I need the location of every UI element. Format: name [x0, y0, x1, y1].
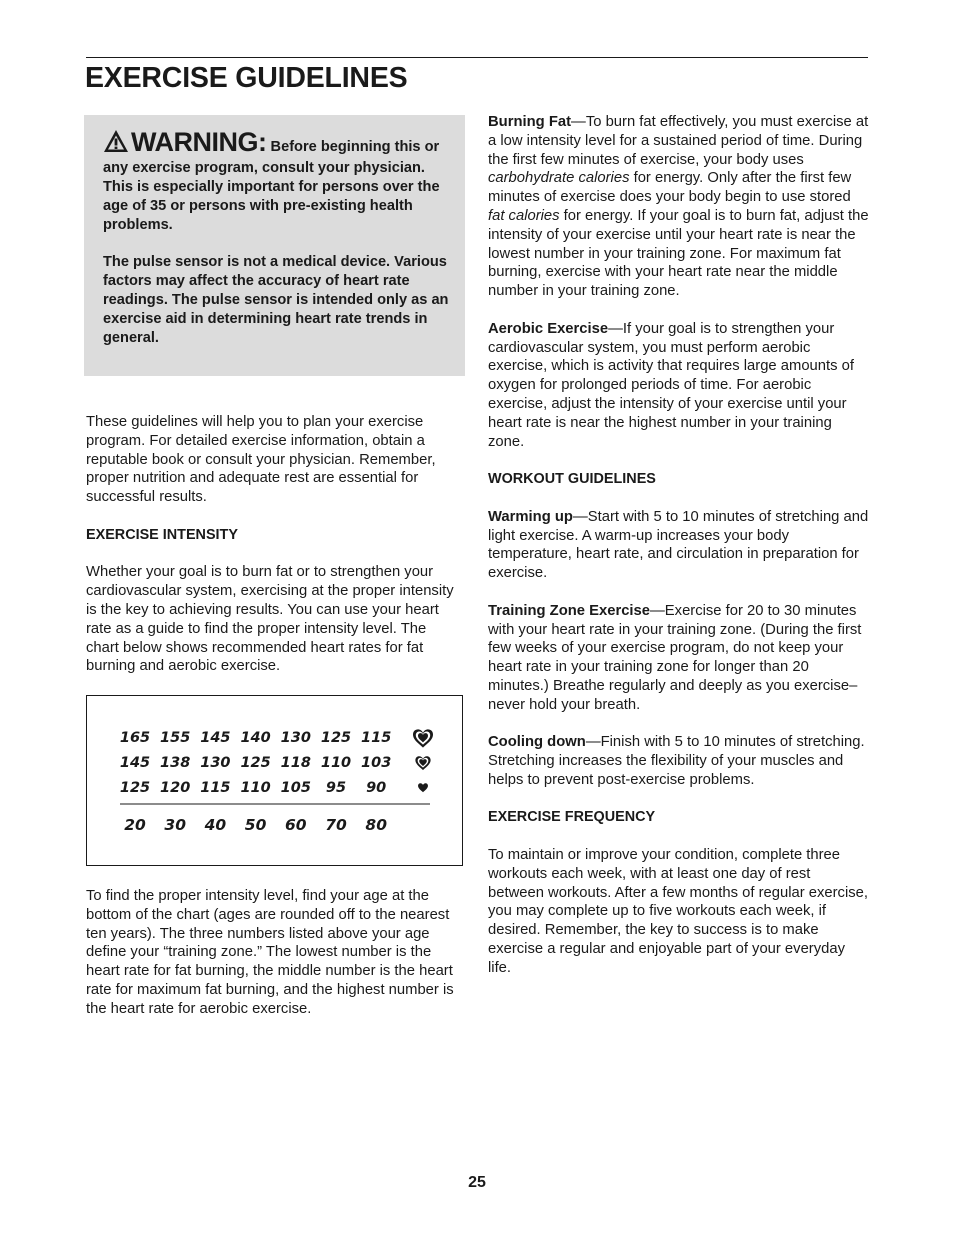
heart-rate-value: 115	[361, 730, 392, 746]
heart-rate-value: 130	[280, 730, 311, 746]
exercise-frequency-paragraph: To maintain or improve your condition, complete three workouts each week, with at least one day of rest between workouts. After a few months of regular exercise, you may complete up to five workouts each week, if desired. Remember, the key to success is to make exercise a regular and enjoyable part of your everyday life.	[488, 847, 868, 976]
heart-large-icon	[413, 729, 433, 747]
heart-rate-value: 110	[320, 755, 352, 771]
heart-rate-value: 130	[200, 755, 231, 771]
top-rule	[86, 57, 868, 58]
heart-rate-value: 103	[361, 755, 392, 771]
carbohydrate-calories-term: carbohydrate calories	[488, 170, 630, 187]
training-zone-lead: Training Zone Exercise	[488, 602, 650, 619]
burning-fat-text-1: —To burn fat effectively, you must exercise at a low intensity level for a sustained period of time. During the first few minutes of exercise, your body uses	[488, 114, 869, 168]
exercise-frequency-heading: EXERCISE FREQUENCY	[488, 809, 656, 826]
warming-up-lead: Warming up	[488, 508, 573, 525]
heart-rate-value: 125	[320, 730, 352, 746]
left-column	[86, 413, 461, 695]
cooling-down-text: —Finish with 5 to 10 minutes of stretching. Stretching increases the flexibility of your muscles and helps to prevent post-exercise problems.	[488, 734, 865, 788]
heart-rate-value: 140	[240, 730, 271, 746]
aerobic-exercise-text: —If your goal is to strengthen your cardiovascular system, you must perform aerobic exercise, which is activity that requires large amounts of oxygen for prolonged periods of time. For aerobic exercise, adjust the intensity of your exercise until your heart rate is near the highest number in your training zone.	[488, 320, 854, 450]
age-label: 40	[204, 816, 227, 834]
burning-fat-lead: Burning Fat	[488, 114, 572, 130]
cooling-down-paragraph	[488, 733, 870, 789]
heart-rate-value: 165	[119, 730, 151, 746]
age-label: 50	[244, 816, 267, 834]
warning-paragraph	[103, 129, 455, 235]
exercise-intensity-paragraph: Whether your goal is to burn fat or to strengthen your cardiovascular system, exercising at the proper intensity is the key to achieving results. You can use your heart rate as a guide to find the proper intensity level. The chart below shows recommended heart rates for fat burning and aerobic exercise.	[86, 564, 454, 675]
training-zone-paragraph	[488, 602, 870, 715]
heart-rate-value: 90	[366, 780, 387, 796]
intro-paragraph: These guidelines will help you to plan your exercise program. For detailed exercise information, obtain a reputable book or consult your physician. Remember, proper nutrition and adequate rest are essential for successful results.	[86, 414, 436, 506]
age-label: 30	[164, 816, 186, 834]
cooling-down-lead: Cooling down	[488, 734, 586, 751]
heart-rate-chart-svg	[87, 696, 462, 865]
age-label: 80	[365, 816, 387, 834]
burning-fat-text-2: for energy. Only after the first few minutes of exercise does your body begin to use stored	[488, 170, 852, 206]
heart-rate-value: 120	[160, 780, 191, 796]
heart-rate-value: 155	[160, 730, 191, 746]
heart-rate-value: 125	[240, 755, 271, 771]
warning-triangle-icon	[103, 129, 129, 159]
right-column	[488, 113, 870, 996]
age-label: 20	[124, 816, 146, 834]
age-label: 60	[285, 816, 307, 834]
heart-rate-value: 118	[280, 755, 311, 771]
heart-rate-value: 105	[280, 780, 311, 796]
aerobic-exercise-paragraph	[488, 320, 870, 452]
age-label: 70	[325, 816, 347, 834]
warming-up-text: —Start with 5 to 10 minutes of stretching and light exercise. A warm-up increases your body temperature, heart rate, and circulation in preparation for exercise.	[488, 508, 869, 582]
warning-text: Before beginning this or any exercise program, consult your physician. This is especially important for persons over the age of 35 or persons with pre-existing health problems.	[103, 139, 440, 233]
warming-up-paragraph	[488, 508, 870, 583]
workout-guidelines-heading: WORKOUT GUIDELINES	[488, 471, 656, 488]
fat-calories-term: fat calories	[488, 207, 560, 224]
heart-rate-value: 115	[200, 780, 231, 796]
pulse-sensor-warning: The pulse sensor is not a medical device. Various factors may affect the accuracy of heart rate readings. The pulse sensor is intended only as an exercise aid in determining heart rate trends in general.	[103, 254, 449, 347]
training-zone-text: —Exercise for 20 to 30 minutes with your heart rate in your training zone. (During the first few weeks of your exercise program, do not keep your heart rate in your training zone for longer than 20 minutes.) Breathe regularly and deeply as you exercise–never hold your breath.	[488, 602, 862, 713]
training-zone-explanation: To find the proper intensity level, find your age at the bottom of the chart (ages are rounded off to the nearest ten years). The three numbers listed above your age define your “training zone.” The lowest number is the heart rate for fat burning, the middle number is the heart rate for maximum fat burning, and the highest number is the heart rate for aerobic exercise.	[86, 888, 454, 1017]
heart-rate-value: 95	[325, 780, 347, 796]
heart-rate-value: 138	[160, 755, 191, 771]
heart-rate-chart	[86, 695, 463, 866]
heart-rate-value: 110	[240, 780, 271, 796]
warning-box	[84, 115, 465, 376]
burning-fat-paragraph	[488, 113, 870, 301]
heart-rate-value: 125	[119, 780, 151, 796]
page-title: EXERCISE GUIDELINES	[85, 62, 408, 94]
exercise-intensity-heading: EXERCISE INTENSITY	[86, 526, 238, 543]
heart-small-icon	[418, 783, 428, 792]
heart-rate-value: 145	[200, 730, 231, 746]
burning-fat-text-3: for energy. If your goal is to burn fat, adjust the intensity of your exercise until your heart rate is near the lowest number in your training zone. For maximum fat burning, exercise with your heart rate near the middle number in your training zone.	[488, 207, 869, 300]
after-chart-block	[86, 887, 461, 1037]
heart-medium-icon	[415, 756, 430, 770]
heart-rate-value: 145	[119, 755, 151, 771]
warning-label: WARNING:	[131, 127, 267, 157]
page-number: 25	[468, 1174, 486, 1191]
aerobic-exercise-lead: Aerobic Exercise	[488, 320, 609, 337]
